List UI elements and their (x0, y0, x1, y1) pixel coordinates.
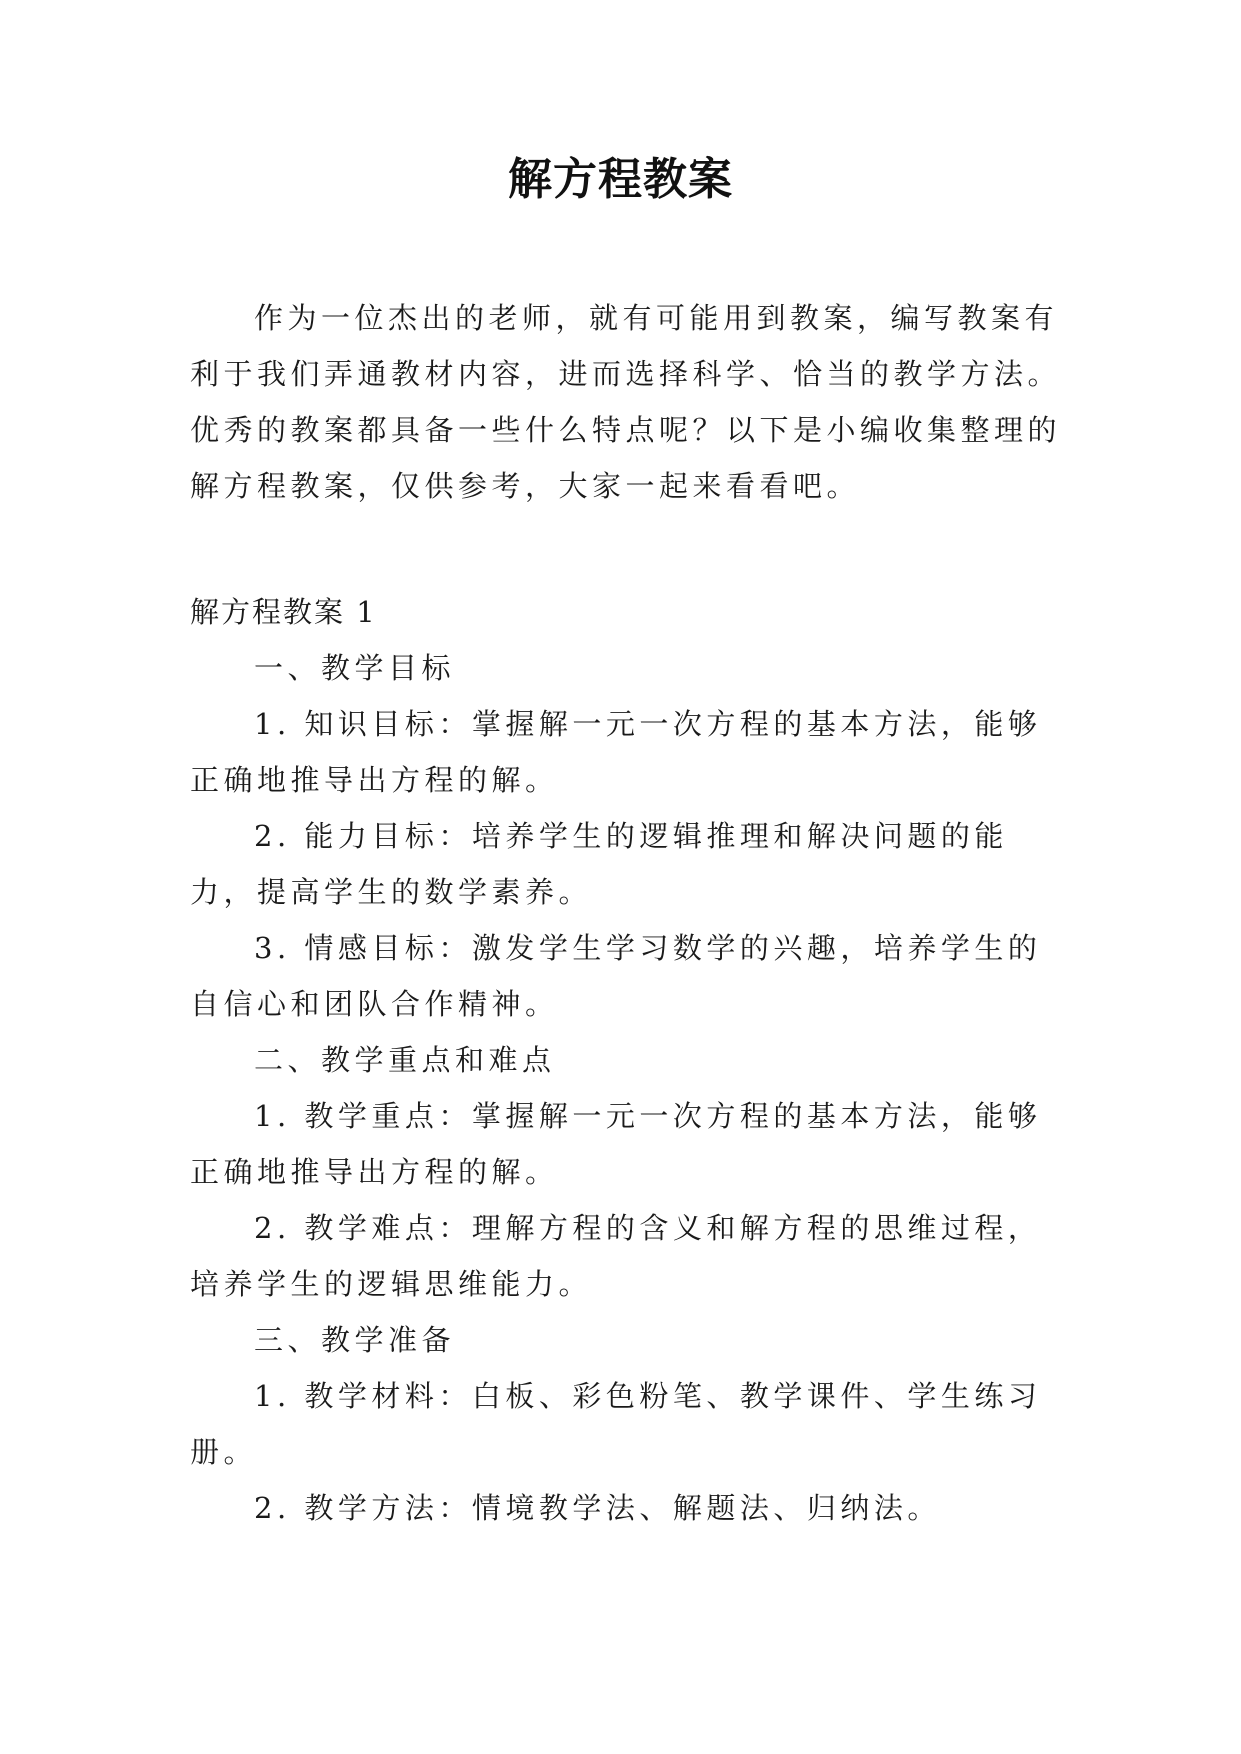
document-title: 解方程教案 (508, 154, 733, 205)
preparation-methods: 2. 教学方法：情境教学法、解题法、归纳法。 (254, 1491, 941, 1525)
document-body (190, 290, 1070, 1536)
difficult-point: 2. 教学难点：理解方程的含义和解方程的思维过程，培养学生的逻辑思维能力。 (190, 1211, 1042, 1301)
objective-ability: 2. 能力目标：培养学生的逻辑推理和解决问题的能力，提高学生的数学素养。 (190, 819, 1008, 909)
lesson-title: 解方程教案 1 (190, 595, 377, 629)
section-heading-objectives: 一、教学目标 (254, 651, 456, 685)
key-point: 1. 教学重点：掌握解一元一次方程的基本方法，能够正确地推导出方程的解。 (190, 1099, 1042, 1189)
objective-emotion: 3. 情感目标：激发学生学习数学的兴趣，培养学生的自信心和团队合作精神。 (190, 931, 1042, 1021)
section-heading-preparation: 三、教学准备 (254, 1323, 456, 1357)
intro-paragraph: 作为一位杰出的老师，就有可能用到教案，编写教案有利于我们弄通教材内容，进而选择科学、恰当的教学方法。优秀的教案都具备一些什么特点呢？以下是小编收集整理的解方程教案，仅供参考，大家一起来看看吧。 (190, 301, 1062, 503)
preparation-materials: 1. 教学材料：白板、彩色粉笔、教学课件、学生练习册。 (190, 1379, 1042, 1469)
objective-knowledge: 1. 知识目标：掌握解一元一次方程的基本方法，能够正确地推导出方程的解。 (190, 707, 1042, 797)
section-heading-key-points: 二、教学重点和难点 (254, 1043, 556, 1077)
